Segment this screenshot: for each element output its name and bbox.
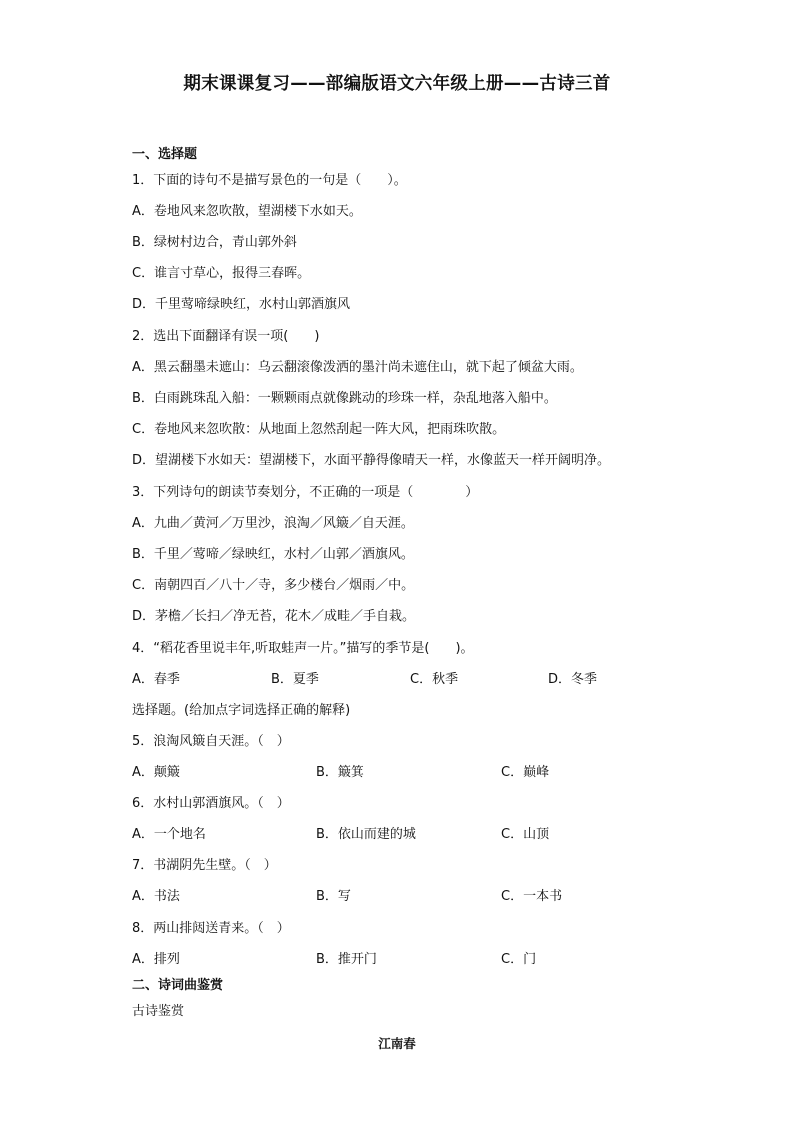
- question-7-stem: 7．书湖阴先生壁。（ ）: [132, 858, 277, 873]
- question-3-option-a: A．九曲／黄河／万里沙，浪淘／风簸／自天涯。: [132, 516, 414, 531]
- poem-title: 江南春: [378, 1036, 416, 1051]
- question-1-option-a: A．卷地风来忽吹散，望湖楼下水如天。: [132, 204, 362, 219]
- question-1-stem: 1．下面的诗句不是描写景色的一句是（ ）。: [132, 173, 407, 188]
- question-3-option-c: C．南朝四百／八十／寺，多少楼台／烟雨／中。: [132, 578, 415, 593]
- question-7-option-c: C．一本书: [501, 889, 563, 904]
- question-5-option-c: C．巅峰: [501, 765, 550, 780]
- question-7-option-b: B．写: [316, 889, 351, 904]
- question-4-stem: 4．“稻花香里说丰年,听取蛙声一片。”描写的季节是( )。: [132, 641, 474, 656]
- question-4-option-d: D．冬季: [548, 672, 598, 687]
- question-2-option-a: A．黑云翻墨未遮山：乌云翻滚像泼洒的墨汁尚未遮住山，就下起了倾盆大雨。: [132, 360, 583, 375]
- question-5-option-b: B．簸箕: [316, 765, 364, 780]
- question-1-option-b: B．绿树村边合，青山郭外斜: [132, 235, 297, 250]
- question-6-option-a: A．一个地名: [132, 827, 206, 842]
- question-1-option-d: D．千里莺啼绿映红，水村山郭酒旗风: [132, 297, 351, 312]
- section-heading-poetry: 二、诗词曲鉴赏: [132, 978, 224, 993]
- section-heading-choice: 一、选择题: [132, 147, 198, 162]
- subsection-label: 古诗鉴赏: [132, 1004, 185, 1019]
- question-2-stem: 2．选出下面翻译有误一项( ): [132, 329, 320, 344]
- question-6-stem: 6．水村山郭酒旗风。（ ）: [132, 796, 290, 811]
- question-6-option-c: C．山顶: [501, 827, 550, 842]
- question-3-option-d: D．茅檐／长扫／净无苔，花木／成畦／手自栽。: [132, 609, 416, 624]
- question-8-option-b: B．推开门: [316, 952, 377, 967]
- question-4-option-b: B．夏季: [271, 672, 319, 687]
- question-2-option-c: C．卷地风来忽吹散：从地面上忽然刮起一阵大风，把雨珠吹散。: [132, 422, 506, 437]
- page-title: 期末课课复习——部编版语文六年级上册——古诗三首: [183, 74, 611, 94]
- instruction-text: 选择题。(给加点字词选择正确的解释): [132, 703, 351, 718]
- question-6-option-b: B．依山而建的城: [316, 827, 416, 842]
- question-8-option-a: A．排列: [132, 952, 180, 967]
- question-2-option-b: B．白雨跳珠乱入船：一颗颗雨点就像跳动的珍珠一样，杂乱地落入船中。: [132, 391, 557, 406]
- question-7-option-a: A．书法: [132, 889, 180, 904]
- question-4-option-a: A．春季: [132, 672, 180, 687]
- question-8-option-c: C．门: [501, 952, 537, 967]
- question-1-option-c: C．谁言寸草心，报得三春晖。: [132, 266, 311, 281]
- question-4-option-c: C．秋季: [410, 672, 459, 687]
- question-3-stem: 3．下列诗句的朗读节奏划分，不正确的一项是（ ）: [132, 485, 479, 500]
- question-3-option-b: B．千里／莺啼／绿映红，水村／山郭／酒旗风。: [132, 547, 414, 562]
- question-5-option-a: A．颠簸: [132, 765, 180, 780]
- question-5-stem: 5．浪淘风簸自天涯。（ ）: [132, 734, 290, 749]
- question-2-option-d: D．望湖楼下水如天：望湖楼下，水面平静得像晴天一样，水像蓝天一样开阔明净。: [132, 453, 611, 468]
- question-8-stem: 8．两山排闼送青来。（ ）: [132, 921, 290, 936]
